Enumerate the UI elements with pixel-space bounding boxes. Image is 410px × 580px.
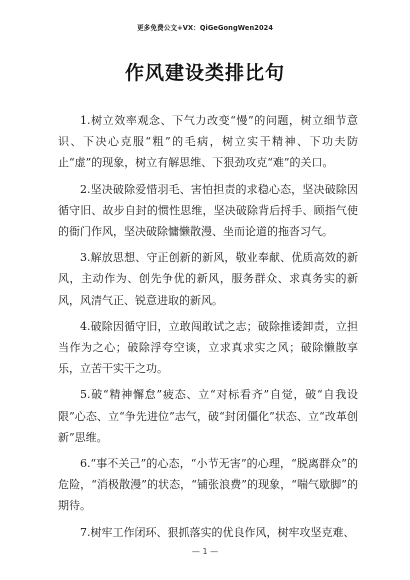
document-title: 作风建设类排比句 bbox=[124, 62, 285, 84]
paragraph-7: 7.树牢工作闭环、狠抓落实的优良作风，树牢攻坚克难、 bbox=[80, 525, 355, 539]
paragraph-4: 4.破除因循守旧，立敢闯敢试之志；破除推诿卸责，立担当作为之心；破除浮夸空谈，立求真求实之风；破除懒散享乐，立苦干实干之功。 bbox=[58, 319, 358, 376]
paragraph-1: 1.树立效率观念、下气力改变“慢”的问题，树立细节意识、下决心克服“粗”的毛病，树立实干精神、下功夫防止“虚”的现象，树立有解思维、下狠劲攻克“难”的关口。 bbox=[58, 114, 358, 170]
header-note: 更多免费公文+VX：QiGeGongWen2024 bbox=[136, 24, 274, 32]
paragraph-2: 2.坚决破除爱惜羽毛、害怕担责的求稳心态，坚决破除因循守旧、故步自封的惯性思维，坚决破除背后捋手、顾指气使的衙门作风，坚决破除慵懒散漫、坐而论道的拖沓习气。 bbox=[58, 182, 358, 239]
paragraph-3: 3.解放思想、守正创新的新风，敬业奉献、优质高效的新风，主动作为、创先争优的新风，服务群众、求真务实的新风，风清气正、锐意进取的新风。 bbox=[58, 251, 358, 307]
paragraph-5: 5.破“精神懈怠”疲态、立“对标看齐”自觉，破“自我设限”心态、立“争先进位”志气，破“封闭僵化”状态、立“改革创新”思维。 bbox=[58, 388, 358, 444]
page-number: — 1 — bbox=[191, 547, 219, 556]
paragraph-6: 6.“事不关己”的心态，“小节无害”的心理，“脱离群众”的危险，“消极散漫”的状态，“铺张浪费”的现象，“喘气歇脚”的期待。 bbox=[58, 457, 358, 513]
document-body bbox=[58, 110, 358, 548]
